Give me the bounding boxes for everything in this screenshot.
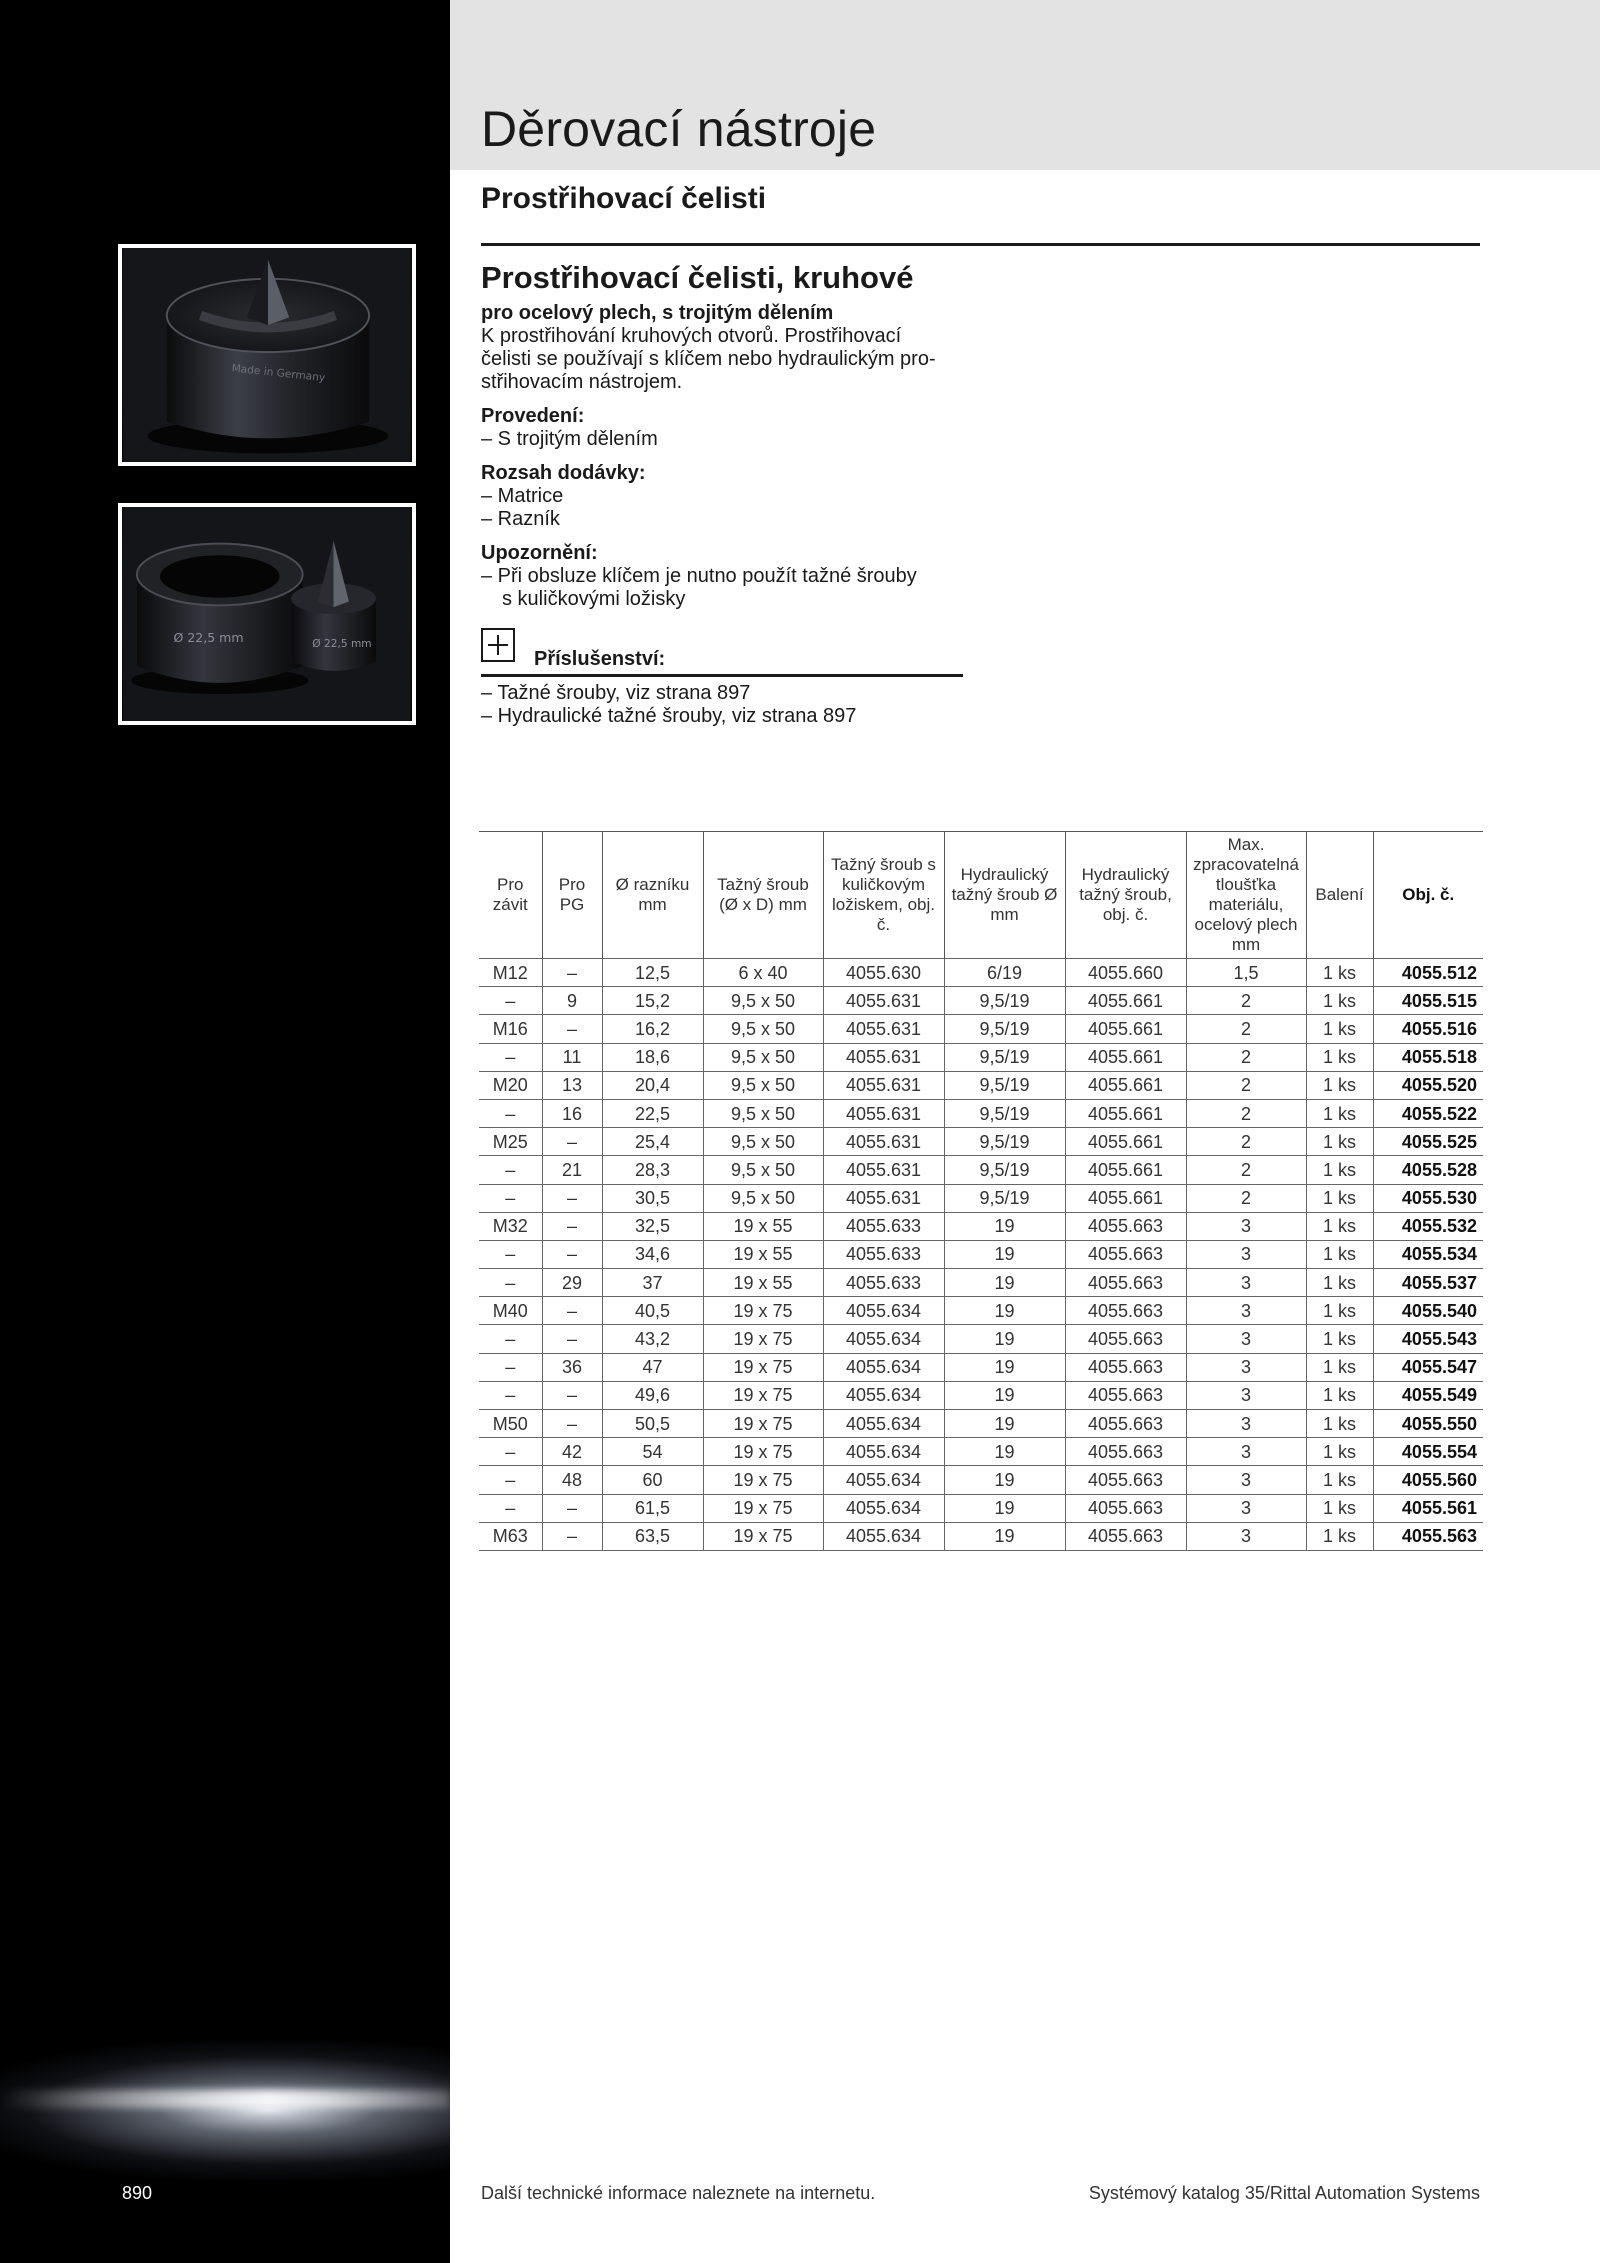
cell-thread: –: [479, 1269, 542, 1297]
cell-punch-diameter: 43,2: [602, 1325, 703, 1353]
cell-ball-bearing-bolt: 4055.633: [823, 1212, 944, 1240]
cell-hydraulic-bolt-diameter: 9,5/19: [944, 1071, 1065, 1099]
cell-thread: M12: [479, 959, 542, 987]
col-header-draw-bolt: Tažný šroub (Ø x D) mm: [703, 832, 823, 959]
cell-punch-diameter: 32,5: [602, 1212, 703, 1240]
cell-draw-bolt: 6 x 40: [703, 959, 823, 987]
cell-hydraulic-bolt-order: 4055.661: [1065, 987, 1186, 1015]
cell-punch-diameter: 63,5: [602, 1522, 703, 1550]
cell-hydraulic-bolt-order: 4055.661: [1065, 1184, 1186, 1212]
cell-thread: –: [479, 1099, 542, 1127]
cell-thread: –: [479, 1184, 542, 1212]
cell-draw-bolt: 9,5 x 50: [703, 1128, 823, 1156]
cell-hydraulic-bolt-diameter: 19: [944, 1240, 1065, 1268]
cell-max-thickness: 3: [1186, 1410, 1306, 1438]
cell-hydraulic-bolt-order: 4055.663: [1065, 1410, 1186, 1438]
cell-draw-bolt: 9,5 x 50: [703, 1156, 823, 1184]
photo2-matrix-label: Ø 22,5 mm: [173, 629, 244, 645]
cell-hydraulic-bolt-order: 4055.663: [1065, 1212, 1186, 1240]
cell-thread: M50: [479, 1410, 542, 1438]
cell-packaging: 1 ks: [1306, 1522, 1373, 1550]
cell-punch-diameter: 16,2: [602, 1015, 703, 1043]
cell-pg: –: [542, 1184, 602, 1212]
cell-hydraulic-bolt-diameter: 9,5/19: [944, 1184, 1065, 1212]
cell-pg: 9: [542, 987, 602, 1015]
accessory-item[interactable]: – Tažné šrouby, viz strana 897: [481, 682, 751, 704]
cell-thread: M20: [479, 1071, 542, 1099]
cell-packaging: 1 ks: [1306, 1381, 1373, 1409]
plus-icon: [481, 628, 515, 662]
cell-ball-bearing-bolt: 4055.633: [823, 1269, 944, 1297]
cell-punch-diameter: 28,3: [602, 1156, 703, 1184]
col-header-order-number: Obj. č.: [1373, 832, 1483, 959]
cell-hydraulic-bolt-order: 4055.661: [1065, 1156, 1186, 1184]
cell-thread: –: [479, 1156, 542, 1184]
cell-packaging: 1 ks: [1306, 1128, 1373, 1156]
cell-punch-diameter: 12,5: [602, 959, 703, 987]
cell-max-thickness: 2: [1186, 1015, 1306, 1043]
cell-punch-diameter: 40,5: [602, 1297, 703, 1325]
accessories-list: [481, 682, 856, 728]
cell-draw-bolt: 19 x 55: [703, 1269, 823, 1297]
table-row: [479, 1128, 1483, 1156]
cell-hydraulic-bolt-diameter: 9,5/19: [944, 987, 1065, 1015]
cell-hydraulic-bolt-diameter: 19: [944, 1325, 1065, 1353]
cell-order-number: 4055.540: [1373, 1297, 1483, 1325]
description-line: čelisti se používají s klíčem nebo hydraulickým pro-: [481, 348, 936, 370]
table-row: [479, 1353, 1483, 1381]
cell-thread: M16: [479, 1015, 542, 1043]
cell-packaging: 1 ks: [1306, 1043, 1373, 1071]
col-header-hydraulic-bolt-diameter: Hydraulický tažný šroub Ø mm: [944, 832, 1065, 959]
cell-punch-diameter: 60: [602, 1466, 703, 1494]
cell-thread: –: [479, 1353, 542, 1381]
table-row: [479, 1438, 1483, 1466]
cell-punch-diameter: 18,6: [602, 1043, 703, 1071]
cell-pg: –: [542, 1128, 602, 1156]
cell-hydraulic-bolt-diameter: 9,5/19: [944, 1128, 1065, 1156]
cell-thread: –: [479, 1043, 542, 1071]
product-photo-matrix-punch: [118, 503, 416, 725]
matrix-and-punch-illustration: [122, 507, 412, 721]
table-row: [479, 1522, 1483, 1550]
cell-hydraulic-bolt-order: 4055.663: [1065, 1269, 1186, 1297]
cell-draw-bolt: 19 x 75: [703, 1410, 823, 1438]
cell-pg: 13: [542, 1071, 602, 1099]
cell-order-number: 4055.525: [1373, 1128, 1483, 1156]
cell-packaging: 1 ks: [1306, 1494, 1373, 1522]
cell-ball-bearing-bolt: 4055.631: [823, 1043, 944, 1071]
cell-thread: –: [479, 1494, 542, 1522]
cell-hydraulic-bolt-order: 4055.663: [1065, 1522, 1186, 1550]
cell-ball-bearing-bolt: 4055.634: [823, 1381, 944, 1409]
table-row: [479, 959, 1483, 987]
col-header-thread: Pro závit: [479, 832, 542, 959]
table-row: [479, 1240, 1483, 1268]
cell-draw-bolt: 19 x 75: [703, 1297, 823, 1325]
cell-draw-bolt: 19 x 75: [703, 1466, 823, 1494]
footer-note: Další technické informace naleznete na internetu.: [481, 2183, 876, 2203]
cell-hydraulic-bolt-order: 4055.661: [1065, 1128, 1186, 1156]
cell-hydraulic-bolt-order: 4055.661: [1065, 1071, 1186, 1099]
cell-ball-bearing-bolt: 4055.631: [823, 1099, 944, 1127]
cell-pg: 36: [542, 1353, 602, 1381]
cell-packaging: 1 ks: [1306, 1438, 1373, 1466]
table-row: [479, 1381, 1483, 1409]
cell-packaging: 1 ks: [1306, 1212, 1373, 1240]
section-title: Prostřihovací čelisti: [481, 182, 767, 215]
cell-packaging: 1 ks: [1306, 987, 1373, 1015]
cell-punch-diameter: 37: [602, 1269, 703, 1297]
table-row: [479, 1269, 1483, 1297]
table-row: [479, 1156, 1483, 1184]
cell-order-number: 4055.537: [1373, 1269, 1483, 1297]
cell-order-number: 4055.554: [1373, 1438, 1483, 1466]
cell-pg: –: [542, 1381, 602, 1409]
cell-thread: M32: [479, 1212, 542, 1240]
design-label: Provedení:: [481, 405, 585, 427]
cell-ball-bearing-bolt: 4055.634: [823, 1438, 944, 1466]
cell-order-number: 4055.563: [1373, 1522, 1483, 1550]
cell-ball-bearing-bolt: 4055.634: [823, 1353, 944, 1381]
table-row: [479, 1325, 1483, 1353]
accessories-header: [481, 628, 963, 677]
product-table: [479, 831, 1483, 1551]
cell-thread: –: [479, 987, 542, 1015]
cell-order-number: 4055.528: [1373, 1156, 1483, 1184]
cell-ball-bearing-bolt: 4055.631: [823, 1015, 944, 1043]
cell-hydraulic-bolt-order: 4055.661: [1065, 1099, 1186, 1127]
cell-pg: –: [542, 1325, 602, 1353]
cell-pg: 16: [542, 1099, 602, 1127]
cell-hydraulic-bolt-diameter: 19: [944, 1269, 1065, 1297]
cell-pg: 21: [542, 1156, 602, 1184]
cell-packaging: 1 ks: [1306, 1325, 1373, 1353]
cell-order-number: 4055.530: [1373, 1184, 1483, 1212]
cell-pg: –: [542, 959, 602, 987]
col-header-max-thickness: Max. zpracovatelná tloušťka materiálu, ocelový plech mm: [1186, 832, 1306, 959]
cell-order-number: 4055.532: [1373, 1212, 1483, 1240]
cell-order-number: 4055.516: [1373, 1015, 1483, 1043]
cell-order-number: 4055.515: [1373, 987, 1483, 1015]
col-header-packaging: Balení: [1306, 832, 1373, 959]
cell-ball-bearing-bolt: 4055.634: [823, 1494, 944, 1522]
table-header-row: [479, 832, 1483, 959]
cell-hydraulic-bolt-order: 4055.663: [1065, 1494, 1186, 1522]
cell-pg: –: [542, 1494, 602, 1522]
cell-ball-bearing-bolt: 4055.631: [823, 1156, 944, 1184]
note-line: s kuličkovými ložisky: [502, 588, 686, 610]
cell-max-thickness: 2: [1186, 1156, 1306, 1184]
cell-max-thickness: 3: [1186, 1438, 1306, 1466]
page-title: Děrovací nástroje: [481, 101, 877, 157]
cell-hydraulic-bolt-diameter: 19: [944, 1381, 1065, 1409]
table-row: [479, 1494, 1483, 1522]
cell-thread: M40: [479, 1297, 542, 1325]
cell-draw-bolt: 9,5 x 50: [703, 1015, 823, 1043]
table-row: [479, 987, 1483, 1015]
cell-packaging: 1 ks: [1306, 1099, 1373, 1127]
cell-packaging: 1 ks: [1306, 1269, 1373, 1297]
punch-die-illustration: [122, 248, 412, 462]
cell-punch-diameter: 34,6: [602, 1240, 703, 1268]
cell-draw-bolt: 9,5 x 50: [703, 1071, 823, 1099]
cell-thread: –: [479, 1325, 542, 1353]
cell-draw-bolt: 19 x 75: [703, 1353, 823, 1381]
cell-max-thickness: 2: [1186, 1071, 1306, 1099]
cell-punch-diameter: 49,6: [602, 1381, 703, 1409]
cell-hydraulic-bolt-order: 4055.661: [1065, 1043, 1186, 1071]
cell-draw-bolt: 9,5 x 50: [703, 1043, 823, 1071]
cell-punch-diameter: 25,4: [602, 1128, 703, 1156]
col-header-ball-bearing-bolt: Tažný šroub s kuličkovým ložiskem, obj. č.: [823, 832, 944, 959]
cell-draw-bolt: 19 x 75: [703, 1522, 823, 1550]
cell-ball-bearing-bolt: 4055.634: [823, 1522, 944, 1550]
note-line: – Při obsluze klíčem je nutno použít tažné šrouby: [481, 565, 917, 587]
cell-punch-diameter: 50,5: [602, 1410, 703, 1438]
table-row: [479, 1043, 1483, 1071]
cell-order-number: 4055.543: [1373, 1325, 1483, 1353]
cell-ball-bearing-bolt: 4055.633: [823, 1240, 944, 1268]
accessory-item[interactable]: – Hydraulické tažné šrouby, viz strana 897: [481, 705, 857, 727]
cell-punch-diameter: 47: [602, 1353, 703, 1381]
table-row: [479, 1297, 1483, 1325]
photo1-engraving: Made in Germany: [231, 362, 326, 385]
accessories-label: Příslušenství:: [534, 648, 666, 670]
cell-hydraulic-bolt-order: 4055.663: [1065, 1381, 1186, 1409]
product-tagline: pro ocelový plech, s trojitým dělením: [481, 302, 834, 324]
cell-max-thickness: 1,5: [1186, 959, 1306, 987]
cell-pg: –: [542, 1212, 602, 1240]
cell-pg: –: [542, 1297, 602, 1325]
cell-punch-diameter: 20,4: [602, 1071, 703, 1099]
note-label: Upozornění:: [481, 542, 598, 564]
cell-hydraulic-bolt-diameter: 19: [944, 1212, 1065, 1240]
cell-draw-bolt: 19 x 55: [703, 1240, 823, 1268]
cell-pg: –: [542, 1522, 602, 1550]
table-row: [479, 1071, 1483, 1099]
cell-packaging: 1 ks: [1306, 1466, 1373, 1494]
table-row: [479, 1466, 1483, 1494]
cell-ball-bearing-bolt: 4055.634: [823, 1410, 944, 1438]
cell-ball-bearing-bolt: 4055.630: [823, 959, 944, 987]
cell-order-number: 4055.547: [1373, 1353, 1483, 1381]
description-line: střihovacím nástrojem.: [481, 371, 683, 393]
cell-hydraulic-bolt-diameter: 19: [944, 1522, 1065, 1550]
footer-catalog: Systémový katalog 35/Rittal Automation Systems: [1088, 2183, 1480, 2203]
cell-hydraulic-bolt-order: 4055.663: [1065, 1240, 1186, 1268]
design-item: – S trojitým dělením: [481, 428, 658, 450]
table-row: [479, 1099, 1483, 1127]
cell-hydraulic-bolt-order: 4055.661: [1065, 1015, 1186, 1043]
cell-max-thickness: 2: [1186, 1128, 1306, 1156]
cell-hydraulic-bolt-order: 4055.663: [1065, 1438, 1186, 1466]
cell-thread: –: [479, 1466, 542, 1494]
cell-order-number: 4055.534: [1373, 1240, 1483, 1268]
col-header-pg: Pro PG: [542, 832, 602, 959]
cell-thread: M63: [479, 1522, 542, 1550]
cell-max-thickness: 3: [1186, 1466, 1306, 1494]
section-rule: [481, 243, 1480, 246]
cell-pg: 42: [542, 1438, 602, 1466]
cell-draw-bolt: 19 x 75: [703, 1381, 823, 1409]
cell-order-number: 4055.550: [1373, 1410, 1483, 1438]
product-description-block: [481, 302, 1001, 611]
light-streak: [0, 2090, 450, 2108]
cell-max-thickness: 2: [1186, 1043, 1306, 1071]
cell-thread: –: [479, 1240, 542, 1268]
cell-pg: –: [542, 1015, 602, 1043]
table-row: [479, 1212, 1483, 1240]
cell-hydraulic-bolt-order: 4055.663: [1065, 1325, 1186, 1353]
cell-max-thickness: 3: [1186, 1212, 1306, 1240]
cell-ball-bearing-bolt: 4055.634: [823, 1325, 944, 1353]
page-number: 890: [122, 2183, 153, 2203]
cell-hydraulic-bolt-order: 4055.663: [1065, 1297, 1186, 1325]
cell-hydraulic-bolt-diameter: 19: [944, 1410, 1065, 1438]
cell-hydraulic-bolt-diameter: 9,5/19: [944, 1156, 1065, 1184]
cell-order-number: 4055.520: [1373, 1071, 1483, 1099]
cell-max-thickness: 2: [1186, 987, 1306, 1015]
cell-draw-bolt: 19 x 75: [703, 1494, 823, 1522]
cell-order-number: 4055.512: [1373, 959, 1483, 987]
cell-max-thickness: 3: [1186, 1269, 1306, 1297]
cell-hydraulic-bolt-order: 4055.663: [1065, 1466, 1186, 1494]
description-line: K prostřihování kruhových otvorů. Prostřihovací: [481, 325, 902, 347]
cell-ball-bearing-bolt: 4055.634: [823, 1466, 944, 1494]
cell-draw-bolt: 9,5 x 50: [703, 1184, 823, 1212]
scope-item: – Matrice: [481, 485, 564, 507]
cell-ball-bearing-bolt: 4055.631: [823, 1184, 944, 1212]
col-header-punch-diameter: Ø razníku mm: [602, 832, 703, 959]
cell-max-thickness: 3: [1186, 1494, 1306, 1522]
cell-packaging: 1 ks: [1306, 1156, 1373, 1184]
cell-max-thickness: 3: [1186, 1240, 1306, 1268]
cell-hydraulic-bolt-diameter: 19: [944, 1297, 1065, 1325]
cell-max-thickness: 3: [1186, 1353, 1306, 1381]
cell-punch-diameter: 22,5: [602, 1099, 703, 1127]
cell-thread: M25: [479, 1128, 542, 1156]
cell-hydraulic-bolt-diameter: 19: [944, 1494, 1065, 1522]
cell-hydraulic-bolt-diameter: 6/19: [944, 959, 1065, 987]
cell-packaging: 1 ks: [1306, 1071, 1373, 1099]
cell-thread: –: [479, 1381, 542, 1409]
cell-packaging: 1 ks: [1306, 1184, 1373, 1212]
cell-max-thickness: 3: [1186, 1522, 1306, 1550]
cell-punch-diameter: 30,5: [602, 1184, 703, 1212]
cell-pg: 11: [542, 1043, 602, 1071]
cell-hydraulic-bolt-diameter: 19: [944, 1438, 1065, 1466]
scope-item: – Razník: [481, 508, 560, 530]
cell-max-thickness: 2: [1186, 1099, 1306, 1127]
cell-draw-bolt: 9,5 x 50: [703, 1099, 823, 1127]
cell-pg: 29: [542, 1269, 602, 1297]
cell-order-number: 4055.518: [1373, 1043, 1483, 1071]
cell-draw-bolt: 19 x 75: [703, 1325, 823, 1353]
cell-hydraulic-bolt-diameter: 19: [944, 1466, 1065, 1494]
cell-ball-bearing-bolt: 4055.634: [823, 1297, 944, 1325]
cell-max-thickness: 3: [1186, 1381, 1306, 1409]
cell-draw-bolt: 19 x 75: [703, 1438, 823, 1466]
cell-hydraulic-bolt-diameter: 9,5/19: [944, 1043, 1065, 1071]
product-photo-punch: [118, 244, 416, 466]
table-row: [479, 1015, 1483, 1043]
cell-packaging: 1 ks: [1306, 1240, 1373, 1268]
cell-pg: –: [542, 1410, 602, 1438]
light-glow: [0, 2040, 450, 2180]
cell-order-number: 4055.549: [1373, 1381, 1483, 1409]
cell-pg: –: [542, 1240, 602, 1268]
cell-order-number: 4055.560: [1373, 1466, 1483, 1494]
cell-draw-bolt: 9,5 x 50: [703, 987, 823, 1015]
cell-max-thickness: 2: [1186, 1184, 1306, 1212]
cell-ball-bearing-bolt: 4055.631: [823, 1128, 944, 1156]
cell-punch-diameter: 61,5: [602, 1494, 703, 1522]
cell-thread: –: [479, 1438, 542, 1466]
cell-packaging: 1 ks: [1306, 1015, 1373, 1043]
cell-hydraulic-bolt-diameter: 9,5/19: [944, 1099, 1065, 1127]
cell-ball-bearing-bolt: 4055.631: [823, 1071, 944, 1099]
cell-packaging: 1 ks: [1306, 1353, 1373, 1381]
cell-draw-bolt: 19 x 55: [703, 1212, 823, 1240]
cell-max-thickness: 3: [1186, 1325, 1306, 1353]
cell-ball-bearing-bolt: 4055.631: [823, 987, 944, 1015]
cell-hydraulic-bolt-order: 4055.663: [1065, 1353, 1186, 1381]
cell-packaging: 1 ks: [1306, 1410, 1373, 1438]
cell-packaging: 1 ks: [1306, 959, 1373, 987]
cell-punch-diameter: 15,2: [602, 987, 703, 1015]
table-row: [479, 1410, 1483, 1438]
col-header-hydraulic-bolt-order: Hydraulický tažný šroub, obj. č.: [1065, 832, 1186, 959]
cell-hydraulic-bolt-diameter: 9,5/19: [944, 1015, 1065, 1043]
cell-hydraulic-bolt-order: 4055.660: [1065, 959, 1186, 987]
cell-max-thickness: 3: [1186, 1297, 1306, 1325]
product-title: Prostřihovací čelisti, kruhové: [481, 260, 914, 295]
cell-pg: 48: [542, 1466, 602, 1494]
cell-order-number: 4055.522: [1373, 1099, 1483, 1127]
cell-order-number: 4055.561: [1373, 1494, 1483, 1522]
table-row: [479, 1184, 1483, 1212]
scope-label: Rozsah dodávky:: [481, 462, 646, 484]
cell-punch-diameter: 54: [602, 1438, 703, 1466]
cell-hydraulic-bolt-diameter: 19: [944, 1353, 1065, 1381]
cell-packaging: 1 ks: [1306, 1297, 1373, 1325]
photo2-punch-label: Ø 22,5 mm: [312, 637, 372, 650]
